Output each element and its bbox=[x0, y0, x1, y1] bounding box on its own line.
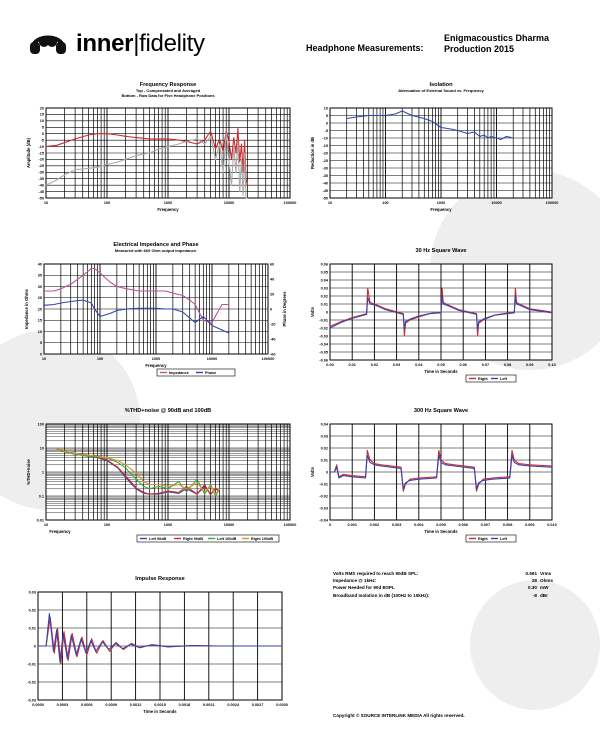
y-tick-label: -0.03 bbox=[319, 506, 328, 511]
y-tick-label: 0.02 bbox=[320, 446, 328, 451]
y-tick-label: -5 bbox=[324, 128, 328, 133]
y-tick-label: 0.06 bbox=[320, 262, 328, 267]
x-axis-label: Time in Seconds bbox=[424, 369, 458, 374]
isolation-chart bbox=[302, 78, 592, 220]
y-tick-label: 0.01 bbox=[28, 626, 36, 631]
x-tick-label: 0.02 bbox=[370, 363, 379, 367]
y-tick-label: 20 bbox=[39, 106, 44, 111]
legend-label: Left bbox=[500, 377, 507, 381]
x-tick-label: 10 bbox=[327, 201, 333, 205]
thd-noise-chart bbox=[8, 404, 298, 546]
x-tick-label: 0.06 bbox=[459, 363, 467, 367]
y-tick-label: 25 bbox=[37, 296, 42, 301]
y-tick-label: 0.01 bbox=[320, 302, 328, 307]
y-tick-label: -10 bbox=[322, 136, 328, 141]
y-tick-label: 100 bbox=[37, 422, 44, 427]
x-axis-label: Time in Seconds bbox=[143, 709, 177, 714]
y-tick-label: -0.04 bbox=[319, 342, 328, 347]
x-tick-label: 0.08 bbox=[503, 363, 512, 367]
x-tick-label: 0.0021 bbox=[202, 703, 215, 707]
x-tick-label: 100 bbox=[96, 357, 104, 361]
y-tick-label: 0 bbox=[33, 644, 36, 649]
x-tick-label: 0.0018 bbox=[178, 703, 191, 707]
y-tick-label: -20 bbox=[322, 151, 328, 156]
y-tick-label: -0.04 bbox=[319, 518, 328, 523]
x-tick-label: 100000 bbox=[283, 201, 297, 205]
y-axis-label: Impedance in Ohms bbox=[24, 289, 29, 329]
x-tick-label: 0.003 bbox=[391, 523, 402, 527]
x-tick-label: 0.0012 bbox=[129, 703, 142, 707]
x-tick-label: 0.004 bbox=[414, 523, 424, 527]
x-tick-label: 0.008 bbox=[502, 523, 513, 527]
y-tick-label: -25 bbox=[322, 158, 328, 163]
y-axis-label: Volts bbox=[310, 467, 315, 477]
y-tick-label: -0.01 bbox=[319, 482, 328, 487]
spec-row: Impedance @ 1kHz: 28 Ohms bbox=[333, 578, 554, 584]
y-tick-label: -45 bbox=[322, 188, 328, 193]
y2-tick-label: -40 bbox=[270, 337, 276, 342]
chart-subtitle: Top - Compensated and Averaged bbox=[135, 88, 201, 93]
x-tick-label: 0.0003 bbox=[56, 703, 69, 707]
legend-label: Right 100dB bbox=[251, 537, 274, 541]
legend-label: Phase bbox=[205, 371, 217, 375]
y-tick-label: -50 bbox=[38, 196, 44, 201]
x-tick-label: 0.0015 bbox=[154, 703, 166, 707]
y-tick-label: 10 bbox=[39, 446, 44, 451]
x-tick-label: 0.010 bbox=[547, 523, 557, 527]
x-tick-label: 10000 bbox=[223, 201, 235, 205]
legend-label: Left bbox=[500, 537, 507, 541]
x-tick-label: 1000 bbox=[163, 201, 173, 205]
x-tick-label: 10 bbox=[41, 357, 47, 361]
square-wave-300hz-chart bbox=[302, 404, 592, 546]
chart-title: 30 Hz Square Wave bbox=[415, 248, 467, 254]
y-tick-label: 5 bbox=[39, 341, 42, 346]
x-tick-label: 0.0030 bbox=[276, 703, 288, 707]
spec-row: Broadband Isolation in dB (100Hz to 10kHz): -8 dBr bbox=[333, 592, 548, 598]
x-tick-label: 0.009 bbox=[525, 523, 535, 527]
y2-tick-label: 60 bbox=[270, 262, 275, 267]
y-tick-label: -40 bbox=[322, 181, 328, 186]
y-tick-label: 10 bbox=[39, 119, 44, 124]
x-tick-label: 10000 bbox=[206, 357, 218, 361]
y-tick-label: 40 bbox=[37, 262, 42, 267]
frequency-response-chart bbox=[8, 78, 298, 220]
y-tick-label: 0 bbox=[41, 132, 44, 137]
x-tick-label: 0.01 bbox=[348, 363, 356, 367]
chart-title: Impulse Response bbox=[135, 576, 185, 582]
y-tick-label: 1 bbox=[41, 470, 44, 475]
chart-title: 300 Hz Square Wave bbox=[413, 408, 469, 414]
x-tick-label: 0.04 bbox=[415, 363, 423, 367]
y-tick-label: 0 bbox=[325, 121, 328, 126]
x-tick-label: 1000 bbox=[151, 357, 161, 361]
x-axis-label: Frequency bbox=[157, 207, 179, 212]
spec-row: Power Needed for 90d BSPL 0.30 mW bbox=[333, 585, 549, 591]
y-tick-label: -45 bbox=[38, 189, 44, 194]
x-tick-label: 100 bbox=[103, 523, 111, 527]
x-tick-label: 0.0006 bbox=[80, 703, 93, 707]
product-line-1: Enigmacoustics Dharma bbox=[444, 33, 550, 43]
x-tick-label: 10 bbox=[43, 201, 49, 205]
y-tick-label: -50 bbox=[322, 196, 328, 201]
y-tick-label: 0.04 bbox=[320, 278, 328, 283]
square-wave-30hz-chart bbox=[302, 244, 592, 386]
legend-label: Impedance bbox=[169, 371, 189, 375]
impedance-phase-chart bbox=[8, 238, 298, 380]
x-tick-label: 100000 bbox=[283, 523, 297, 527]
y-tick-label: 35 bbox=[37, 273, 42, 278]
x-tick-label: 0.002 bbox=[369, 523, 380, 527]
x-tick-label: 10 bbox=[43, 523, 49, 527]
x-tick-label: 0.0024 bbox=[227, 703, 240, 707]
x-axis-label: Frequency bbox=[49, 529, 71, 534]
y-tick-label: -25 bbox=[38, 164, 44, 169]
x-tick-label: 0.03 bbox=[392, 363, 401, 367]
y-tick-label: 0.05 bbox=[320, 270, 328, 275]
y-tick-label: -15 bbox=[322, 143, 328, 148]
y-tick-label: 0 bbox=[39, 352, 42, 357]
x-tick-label: 100 bbox=[382, 201, 389, 205]
y-tick-label: -35 bbox=[38, 177, 44, 182]
x-tick-label: 100000 bbox=[261, 357, 275, 361]
watermark-right-bottom bbox=[470, 580, 600, 710]
x-axis-label: Frequency bbox=[430, 207, 452, 212]
legend-label: Left 100dB bbox=[217, 537, 237, 541]
y-axis-label: Reduction in dB bbox=[310, 136, 315, 170]
x-tick-label: 0.0027 bbox=[251, 703, 264, 707]
y-tick-label: 0.01 bbox=[320, 458, 328, 463]
x-axis-label: Frequency bbox=[145, 363, 167, 368]
y-tick-label: 15 bbox=[39, 112, 44, 117]
x-tick-label: 0.0009 bbox=[105, 703, 118, 707]
y2-tick-label: -60 bbox=[270, 352, 276, 357]
y-tick-label: 0.04 bbox=[320, 422, 328, 427]
legend-label: Right bbox=[478, 537, 488, 541]
y-tick-label: 20 bbox=[37, 307, 42, 312]
y-tick-label: 0 bbox=[325, 470, 328, 475]
y-tick-label: -30 bbox=[322, 166, 328, 171]
chart-title: Electrical Impedance and Phase bbox=[113, 242, 199, 248]
spec-row: Volts RMS required to reach 90dB SPL: 0.591 Vrms bbox=[333, 571, 552, 576]
y-tick-label: 0.01 bbox=[36, 518, 44, 523]
y-tick-label: 15 bbox=[37, 318, 42, 323]
y-tick-label: 0.03 bbox=[320, 434, 328, 439]
y-tick-label: -10 bbox=[38, 144, 44, 149]
y-tick-label: 0.03 bbox=[28, 590, 36, 595]
y-tick-label: 0.03 bbox=[320, 286, 328, 291]
logo: inner|fidelity bbox=[76, 30, 205, 57]
x-tick-label: 0.005 bbox=[436, 523, 446, 527]
chart-subtitle: Measured with 669 Ohm output impedance. bbox=[114, 248, 198, 253]
chart-subtitle: Attenuation of External Sound vs. Frequency bbox=[398, 88, 484, 93]
y-axis-label: Volts bbox=[310, 307, 315, 317]
x-tick-label: 0.00 bbox=[326, 363, 334, 367]
legend-label: Right 90dB bbox=[183, 537, 204, 541]
y-tick-label: 5 bbox=[41, 125, 44, 130]
copyright-text: Copyright © SOURCE INTERLINK MEDIA All rights reserved. bbox=[333, 713, 465, 718]
y-tick-label: -5 bbox=[40, 138, 44, 143]
logo-bold: inner bbox=[76, 30, 134, 57]
headphone-logo-icon bbox=[28, 26, 68, 56]
logo-rest: fidelity bbox=[139, 30, 205, 57]
y-tick-label: -20 bbox=[38, 157, 44, 162]
product-name bbox=[444, 33, 549, 55]
y-tick-label: -0.03 bbox=[319, 334, 328, 339]
y-tick-label: 30 bbox=[37, 284, 42, 289]
y-tick-label: 0.1 bbox=[38, 494, 44, 499]
x-tick-label: 0.001 bbox=[347, 523, 357, 527]
y-tick-label: -15 bbox=[38, 151, 44, 156]
y-tick-label: -0.02 bbox=[319, 326, 328, 331]
x-tick-label: 0.10 bbox=[548, 363, 556, 367]
y-tick-label: 0.02 bbox=[28, 608, 36, 613]
page-title: Headphone Measurements: bbox=[306, 43, 424, 53]
x-tick-label: 0.09 bbox=[526, 363, 534, 367]
y2-tick-label: -20 bbox=[270, 322, 276, 327]
x-tick-label: 10000 bbox=[491, 201, 502, 205]
y2-tick-label: 40 bbox=[270, 277, 275, 282]
x-tick-label: 0.007 bbox=[480, 523, 491, 527]
y-tick-label: -0.05 bbox=[319, 350, 328, 355]
x-tick-label: 100000 bbox=[545, 201, 559, 205]
y-tick-label: -40 bbox=[38, 183, 44, 188]
y-tick-label: -0.06 bbox=[319, 358, 328, 363]
legend-label: Right bbox=[478, 377, 488, 381]
y-tick-label: -35 bbox=[322, 173, 328, 178]
x-tick-label: 100 bbox=[103, 201, 111, 205]
y2-tick-label: 20 bbox=[270, 292, 275, 297]
y-tick-label: -0.01 bbox=[27, 662, 36, 667]
y2-axis-label: Phase in Degrees bbox=[282, 291, 287, 327]
x-tick-label: 1000 bbox=[163, 523, 173, 527]
x-tick-label: 10000 bbox=[223, 523, 235, 527]
y-tick-label: -0.03 bbox=[27, 698, 36, 703]
x-axis-label: Time in Seconds bbox=[424, 529, 458, 534]
y2-tick-label: 0 bbox=[270, 307, 273, 312]
chart-title: Isolation bbox=[429, 82, 453, 88]
y-tick-label: 0 bbox=[325, 310, 328, 315]
y-axis-label: %THD+noise bbox=[26, 459, 31, 485]
y-tick-label: -0.01 bbox=[319, 318, 328, 323]
chart-title: Frequency Response bbox=[139, 82, 197, 88]
product-line-2: Production 2015 bbox=[444, 44, 515, 54]
x-tick-label: 0.05 bbox=[437, 363, 445, 367]
y-tick-label: 10 bbox=[37, 329, 42, 334]
y-tick-label: -30 bbox=[38, 170, 44, 175]
x-tick-label: 0 bbox=[328, 523, 332, 527]
x-tick-label: 0.07 bbox=[481, 363, 490, 367]
chart-title: %THD+noise @ 90dB and 100dB bbox=[124, 408, 212, 414]
chart-subtitle-2: Bottom - Raw Data for Five Headphone Positions bbox=[121, 93, 215, 98]
y-tick-label: -0.02 bbox=[27, 680, 36, 685]
y-tick-label: 5 bbox=[325, 113, 328, 118]
y-tick-label: 10 bbox=[323, 106, 328, 111]
impulse-response-chart bbox=[8, 572, 298, 720]
y-axis-label: Amplitude (dB) bbox=[26, 137, 31, 169]
y-tick-label: 0.02 bbox=[320, 294, 328, 299]
x-tick-label: 0.0000 bbox=[32, 703, 44, 707]
legend-label: Left 90dB bbox=[149, 537, 167, 541]
specs-table bbox=[333, 570, 553, 599]
x-tick-label: 1000 bbox=[436, 201, 446, 205]
y-tick-label: -0.02 bbox=[319, 494, 328, 499]
x-tick-label: 0.006 bbox=[458, 523, 468, 527]
